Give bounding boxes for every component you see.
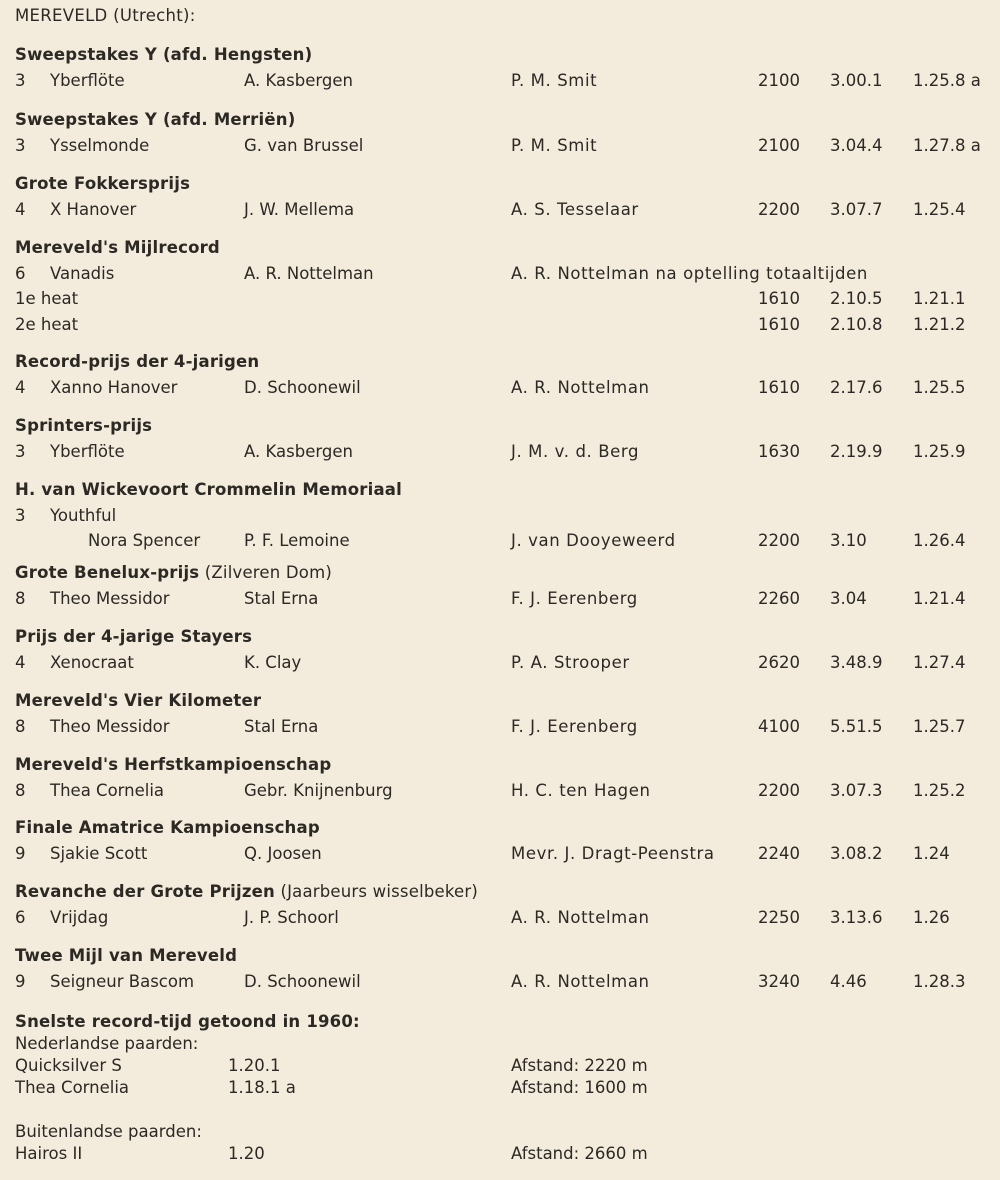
total-time: 2.19.9 xyxy=(830,441,883,461)
record-time: 1.25.7 xyxy=(913,716,966,736)
race-number: 8 xyxy=(15,588,26,608)
distance-note: Afstand: 2220 m xyxy=(511,1056,648,1075)
owner-name: G. van Brussel xyxy=(244,135,364,155)
race-number: 4 xyxy=(15,199,26,219)
owner-name: K. Clay xyxy=(244,652,302,672)
owner-name: Gebr. Knijnenburg xyxy=(244,780,393,800)
result-row xyxy=(0,717,1000,741)
driver-name: Mevr. J. Dragt-Peenstra xyxy=(511,843,715,863)
race-title-text: Grote Fokkersprijs xyxy=(15,174,191,193)
race-title xyxy=(15,174,190,193)
horse-name: Hairos II xyxy=(15,1144,83,1163)
race-title-text: Sweepstakes Y (afd. Hengsten) xyxy=(15,45,313,64)
record-time: 1.20 xyxy=(228,1144,265,1163)
distance: 2200 xyxy=(758,199,800,219)
distance: 2250 xyxy=(758,907,800,927)
race-number: 8 xyxy=(15,780,26,800)
race-title-text: Prijs der 4-jarige Stayers xyxy=(15,627,253,646)
result-row xyxy=(0,264,1000,288)
race-title-text: Mereveld's Mijlrecord xyxy=(15,238,220,257)
distance-note: Afstand: 2660 m xyxy=(511,1144,648,1163)
horse-name: Quicksilver S xyxy=(15,1056,122,1075)
result-row xyxy=(0,200,1000,224)
race-title-text: Record-prijs der 4-jarigen xyxy=(15,352,260,371)
result-row xyxy=(0,378,1000,402)
race-title xyxy=(15,416,152,435)
record-time: 1.25.9 xyxy=(913,441,966,461)
race-number: 3 xyxy=(15,70,26,90)
race-number: 2e heat xyxy=(15,314,79,334)
driver-name: P. M. Smit xyxy=(511,70,598,90)
race-title xyxy=(15,45,312,64)
group-label-text: Buitenlandse paarden: xyxy=(15,1122,202,1141)
driver-name: A. R. Nottelman xyxy=(511,377,650,397)
summary-group-label xyxy=(0,1122,1000,1146)
result-row xyxy=(0,315,1000,339)
horse-name: Youthful xyxy=(50,505,117,525)
record-time: 1.20.1 xyxy=(228,1056,281,1075)
record-time: 1.21.4 xyxy=(913,588,966,608)
record-time: 1.27.8 a xyxy=(913,135,981,155)
total-time: 3.13.6 xyxy=(830,907,883,927)
driver-name: J. van Dooyeweerd xyxy=(511,531,676,550)
owner-name: J. W. Mellema xyxy=(244,199,355,219)
total-time: 3.04 xyxy=(830,588,867,608)
race-number: 9 xyxy=(15,843,26,863)
race-title-text: Grote Benelux-prijs xyxy=(15,563,200,582)
race-number: 6 xyxy=(15,907,26,927)
race-title xyxy=(15,563,332,582)
summary-group-label xyxy=(0,1034,1000,1058)
driver-name: P. M. Smit xyxy=(511,135,598,155)
total-time: 2.17.6 xyxy=(830,377,883,397)
record-time: 1.25.8 a xyxy=(913,70,981,90)
horse-name: Vanadis xyxy=(50,263,115,283)
owner-name: Stal Erna xyxy=(244,716,319,736)
total-time: 4.46 xyxy=(830,971,867,991)
race-title-text: Finale Amatrice Kampioenschap xyxy=(15,818,320,837)
race-number: 6 xyxy=(15,263,26,283)
distance: 2200 xyxy=(758,780,800,800)
race-number: 3 xyxy=(15,135,26,155)
horse-name: X Hanover xyxy=(50,199,137,219)
race-title xyxy=(15,627,252,646)
race-title-text: Mereveld's Herfstkampioenschap xyxy=(15,755,332,774)
record-time: 1.18.1 a xyxy=(228,1078,296,1097)
result-row xyxy=(0,506,1000,530)
horse-name: Yberflöte xyxy=(50,441,125,461)
race-title xyxy=(15,818,320,837)
distance: 2260 xyxy=(758,588,800,608)
race-title-text: Sprinters-prijs xyxy=(15,416,153,435)
distance: 2100 xyxy=(758,70,800,90)
distance: 1610 xyxy=(758,314,800,334)
race-title xyxy=(15,755,331,774)
driver-name: J. M. v. d. Berg xyxy=(511,441,640,461)
distance: 1630 xyxy=(758,441,800,461)
total-time: 3.04.4 xyxy=(830,135,883,155)
result-row xyxy=(0,531,1000,555)
result-row xyxy=(0,653,1000,677)
race-title-text: Revanche der Grote Prijzen xyxy=(15,882,275,901)
horse-name: Ysselmonde xyxy=(50,135,150,155)
distance: 3240 xyxy=(758,971,800,991)
driver-name: A. R. Nottelman xyxy=(511,907,650,927)
result-row xyxy=(0,844,1000,868)
record-time: 1.24 xyxy=(913,843,950,863)
race-number: 3 xyxy=(15,505,26,525)
race-number: 4 xyxy=(15,652,26,672)
owner-name: A. R. Nottelman xyxy=(244,263,374,283)
race-title-note: (Zilveren Dom) xyxy=(199,563,332,582)
horse-name: Sjakie Scott xyxy=(50,843,148,863)
driver-name: P. A. Strooper xyxy=(511,652,630,672)
summary-row xyxy=(0,1078,1000,1102)
owner-name: P. F. Lemoine xyxy=(244,531,350,550)
race-title xyxy=(15,352,259,371)
result-row xyxy=(0,972,1000,996)
total-time: 3.00.1 xyxy=(830,70,883,90)
horse-name: Vrijdag xyxy=(50,907,109,927)
total-time: 2.10.8 xyxy=(830,314,883,334)
record-time: 1.21.2 xyxy=(913,314,966,334)
record-time: 1.21.1 xyxy=(913,289,966,308)
horse-name: Seigneur Bascom xyxy=(50,971,195,991)
race-title xyxy=(15,480,402,499)
owner-name: D. Schoonewil xyxy=(244,377,361,397)
group-label-text: Nederlandse paarden: xyxy=(15,1034,199,1053)
result-row xyxy=(0,589,1000,613)
driver-name: H. C. ten Hagen xyxy=(511,780,651,800)
summary-title: Snelste record-tijd getoond in 1960: xyxy=(15,1012,360,1031)
horse-name: Theo Messidor xyxy=(50,716,170,736)
total-time: 3.48.9 xyxy=(830,652,883,672)
summary-row xyxy=(0,1056,1000,1080)
total-time: 2.10.5 xyxy=(830,289,883,308)
distance-note: Afstand: 1600 m xyxy=(511,1078,648,1097)
result-row xyxy=(0,908,1000,932)
summary-row xyxy=(0,1144,1000,1168)
record-time: 1.25.5 xyxy=(913,377,966,397)
driver-name: F. J. Eerenberg xyxy=(511,716,638,736)
horse-name-secondary: Nora Spencer xyxy=(88,531,201,550)
distance: 2200 xyxy=(758,531,800,550)
race-title xyxy=(15,882,478,901)
total-time: 3.07.3 xyxy=(830,780,883,800)
horse-name: Thea Cornelia xyxy=(15,1078,130,1097)
record-time: 1.25.2 xyxy=(913,780,966,800)
race-title-text: Mereveld's Vier Kilometer xyxy=(15,691,262,710)
total-time: 3.10 xyxy=(830,531,867,550)
record-time: 1.28.3 xyxy=(913,971,966,991)
race-title xyxy=(15,110,295,129)
horse-name: Theo Messidor xyxy=(50,588,170,608)
total-time: 3.07.7 xyxy=(830,199,883,219)
owner-name: D. Schoonewil xyxy=(244,971,361,991)
owner-name: Q. Joosen xyxy=(244,843,322,863)
distance: 4100 xyxy=(758,716,800,736)
race-number: 8 xyxy=(15,716,26,736)
distance: 1610 xyxy=(758,289,800,308)
race-title-text: H. van Wickevoort Crommelin Memoriaal xyxy=(15,480,402,499)
driver-name: F. J. Eerenberg xyxy=(511,588,638,608)
driver-name: A. R. Nottelman na optelling totaaltijden xyxy=(511,263,868,283)
total-time: 3.08.2 xyxy=(830,843,883,863)
race-title-note: (Jaarbeurs wisselbeker) xyxy=(275,882,479,901)
horse-name: Xanno Hanover xyxy=(50,377,178,397)
race-title xyxy=(15,691,261,710)
race-number: 1e heat xyxy=(15,289,79,308)
result-row xyxy=(0,136,1000,160)
race-title-text: Sweepstakes Y (afd. Merriën) xyxy=(15,110,296,129)
result-row xyxy=(0,289,1000,313)
owner-name: J. P. Schoorl xyxy=(244,907,339,927)
total-time: 5.51.5 xyxy=(830,716,883,736)
horse-name: Xenocraat xyxy=(50,652,134,672)
result-row xyxy=(0,442,1000,466)
race-title-text: Twee Mijl van Mereveld xyxy=(15,946,238,965)
race-number: 9 xyxy=(15,971,26,991)
driver-name: A. S. Tesselaar xyxy=(511,199,639,219)
record-time: 1.26.4 xyxy=(913,531,966,550)
horse-name: Thea Cornelia xyxy=(50,780,165,800)
distance: 2100 xyxy=(758,135,800,155)
distance: 2620 xyxy=(758,652,800,672)
race-title xyxy=(15,946,237,965)
race-title xyxy=(15,238,220,257)
driver-name: A. R. Nottelman xyxy=(511,971,650,991)
owner-name: A. Kasbergen xyxy=(244,70,353,90)
owner-name: Stal Erna xyxy=(244,588,319,608)
horse-name: Yberflöte xyxy=(50,70,125,90)
distance: 2240 xyxy=(758,843,800,863)
page-header: MEREVELD (Utrecht): xyxy=(15,6,196,25)
race-number: 3 xyxy=(15,441,26,461)
distance: 1610 xyxy=(758,377,800,397)
record-time: 1.26 xyxy=(913,907,950,927)
race-number: 4 xyxy=(15,377,26,397)
result-row xyxy=(0,71,1000,95)
record-time: 1.27.4 xyxy=(913,652,966,672)
result-row xyxy=(0,781,1000,805)
record-time: 1.25.4 xyxy=(913,199,966,219)
owner-name: A. Kasbergen xyxy=(244,441,353,461)
